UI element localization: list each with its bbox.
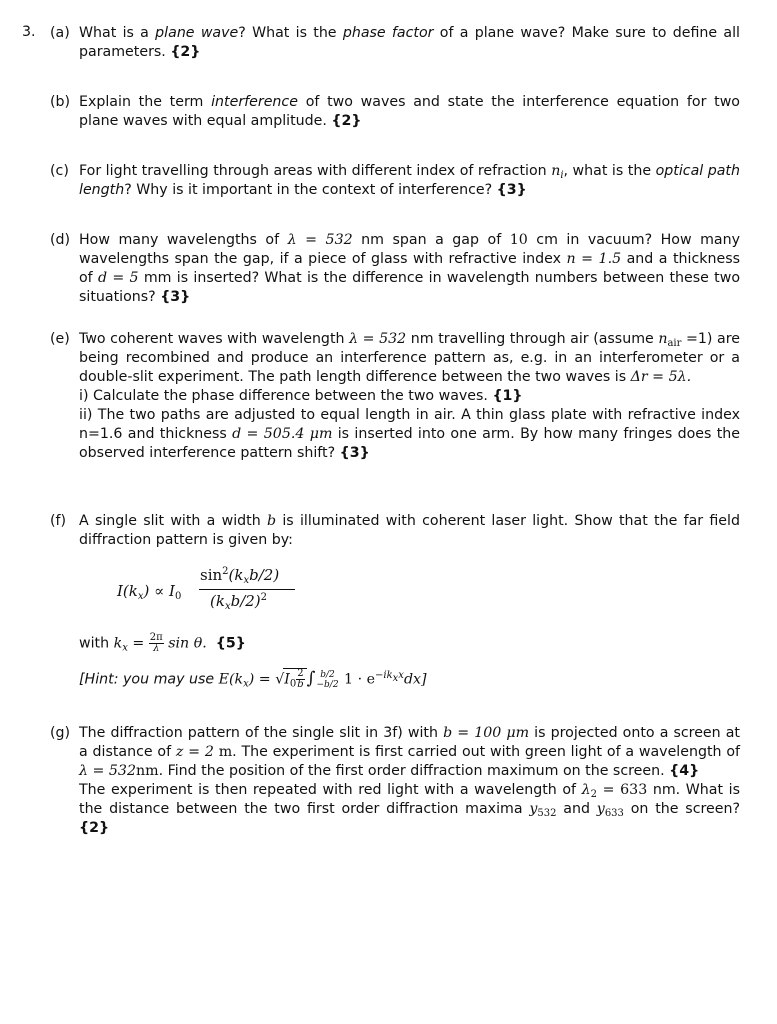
part-c (50, 162, 740, 200)
part-d (50, 231, 740, 307)
part-f-label: (f) (50, 513, 67, 529)
part-b-label: (b) (50, 94, 71, 110)
part-e (50, 330, 740, 463)
part-g-text: The diffraction pattern of the single slit in 3f) with b = 100 μm is projected onto a screen at a distance of z = 2 m. The experiment is first carried out with green light of a wavelength of λ = 532nm. Find the position of the first order diffraction maximum on the screen. {4} The experiment is then repeated with red light with a wavelength of $\lambda_2 = 633$ nm. What is the distance between the two first order diffraction maxima $y_{532}$ and $y_{633}$ on the screen? {2} (79, 725, 740, 836)
part-d-marks: {3} (160, 289, 191, 305)
part-f-text: A single slit with a width b is illuminated with coherent laser light. Show that the far field diffraction pattern is given by: (79, 513, 740, 548)
part-e-subpart-i: i) Calculate the phase difference between the two waves. {1} (79, 388, 523, 404)
part-g-second-paragraph: The experiment is then repeated with red light with a wavelength of $\lambda_2 = 633$ nm. What is the distance between the two first order diffraction maxima $y_{532}$ and $y_{633}$ on the screen? {2} (79, 782, 740, 836)
part-b (50, 93, 740, 131)
part-c-marks: {3} (496, 182, 527, 198)
part-a-label: (a) (50, 25, 70, 41)
part-e-label: (e) (50, 331, 70, 347)
hint-line: [Hint: you may use $E(k_x) = √I_0$ $\frac{2}{b}$ ∫ b/2 −b/2 $1 \cdot e^{-ik_xx}dx$] (79, 668, 427, 690)
part-f-marks: {5} (215, 635, 246, 652)
part-e-text: Two coherent waves with wavelength λ = 532 nm travelling through air (assume $n_{air} =1$) are being recombined and produce an interference pattern as, e.g. in an interferometer or a double-slit experiment. The path length difference between the two waves is Δr = 5λ. i) Calculate the phase difference between the two waves. {1} ii) The two paths are adjusted to equal length in air. A thin glass plate with refractive index n=1.6 and thickness d = 505.4 μm is inserted into one arm. By how many fringes does the observed interference pattern shift? {3} (79, 331, 740, 461)
part-e-ii-marks: {3} (339, 445, 370, 461)
part-e-subpart-ii: ii) The two paths are adjusted to equal length in air. A thin glass plate with refractive index n=1.6 and thickness d = 505.4 μm is inserted into one arm. By how many fringes does the observed interference pattern shift? {3} (79, 407, 740, 461)
part-b-marks: {2} (331, 113, 362, 129)
formula-fraction-bar (199, 589, 295, 590)
part-f (50, 512, 740, 550)
kx-definition: with $k_x$ = $\frac{2\pi}{\lambda}$ sin θ. {5} (79, 632, 246, 654)
diffraction-formula (115, 566, 315, 616)
part-a (50, 24, 740, 62)
formula-lhs: $I(k_x) \propto I_0$ (117, 582, 182, 602)
part-a-text: What is a plane wave? What is the phase factor of a plane wave? Make sure to define all parameters. {2} (79, 25, 740, 60)
formula-numerator: $\sin^2(k_xb/2)$ (200, 566, 280, 586)
two-pi-over-lambda: $\frac{2\pi}{\lambda}$ (149, 632, 163, 654)
part-g (50, 724, 740, 838)
part-d-text: How many wavelengths of λ = 532 nm span a gap of 10 cm in vacuum? How many wavelengths span the gap, if a piece of glass with refractive index n = 1.5 and a thickness of d = 5 mm is inserted? What is the difference in wavelength numbers between these two situations? {3} (79, 232, 741, 305)
part-c-label: (c) (50, 163, 69, 179)
integral-limits: b/2 −b/2 (316, 669, 339, 690)
sqrt-radicand: $I_0$ $\frac{2}{b}$ (283, 668, 306, 690)
part-b-text: Explain the term interference of two waves and state the interference equation for two plane waves with equal amplitude. {2} (79, 94, 740, 129)
part-d-label: (d) (50, 232, 71, 248)
part-g-marks-2: {2} (79, 820, 110, 836)
part-e-i-marks: {1} (492, 388, 523, 404)
formula-denominator: $(k_xb/2)^2$ (210, 592, 268, 612)
part-g-marks-1: {4} (669, 763, 700, 779)
part-a-marks: {2} (170, 44, 201, 60)
question-number: 3. (22, 24, 36, 40)
part-c-text: For light travelling through areas with different index of refraction $n_i$, what is the optical path length? Why is it important in the context of interference? {3} (79, 163, 740, 198)
part-g-label: (g) (50, 725, 71, 741)
